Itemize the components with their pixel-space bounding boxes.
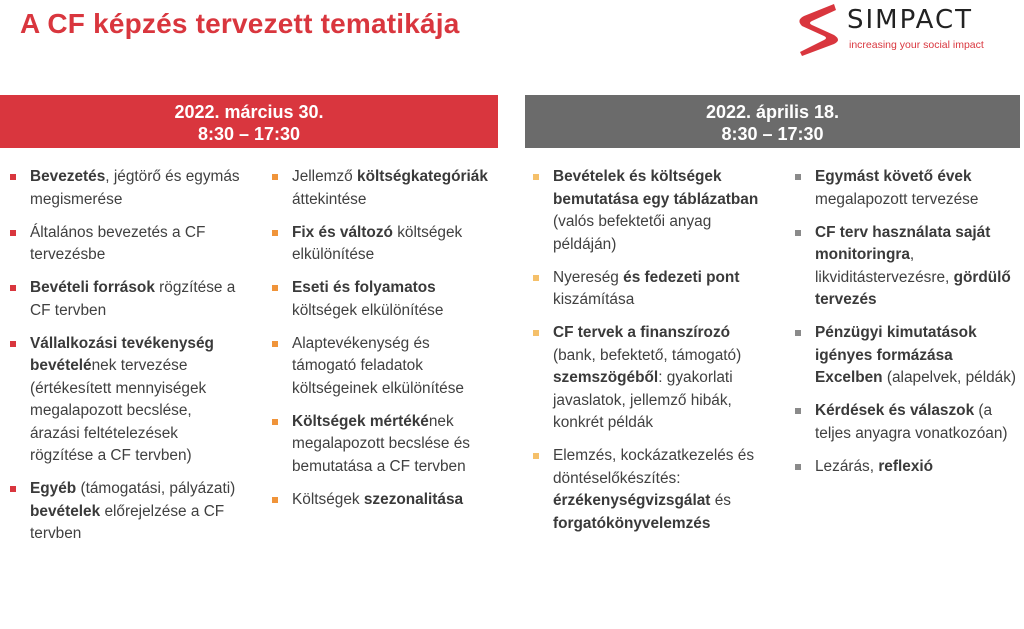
bullet-square-icon — [533, 330, 539, 336]
topic-bold-text: forgatókönyvelemzés — [553, 514, 711, 532]
bullet-square-icon — [272, 419, 278, 425]
topic-bold-text: CF terv használata saját monitoringra — [815, 223, 991, 263]
bullet-square-icon — [795, 174, 801, 180]
topic-text: (alapelvek, példák) — [882, 369, 1017, 386]
day1-date: 2022. március 30. — [174, 102, 324, 122]
day1-topics-col1 — [10, 166, 240, 556]
topic-bold-text: Egyéb — [30, 480, 77, 497]
topic-bold-text: Pénzügyi kimutatások igényes formázása Excelben — [815, 324, 977, 386]
topic-bold-text: CF tervek a finanszírozó — [553, 324, 731, 341]
bullet-square-icon — [272, 341, 278, 347]
bullet-square-icon — [533, 275, 539, 281]
topic-text: , likviditástervezésre, — [815, 246, 954, 286]
bullet-square-icon — [795, 464, 801, 470]
topic-bold-text: Bevételi források — [30, 279, 155, 296]
topic-bold-text: Eseti és folyamatos — [292, 279, 436, 296]
simpact-logo — [790, 2, 1020, 58]
topic-bold-text: szezonalitása — [363, 490, 464, 508]
topic-bold-text: Fix és változó — [292, 223, 393, 241]
bullet-square-icon — [272, 285, 278, 291]
bullet-square-icon — [10, 486, 16, 492]
topic-bold-text: Kérdések és válaszok — [815, 402, 975, 419]
topic-item — [272, 222, 497, 267]
bullet-square-icon — [533, 174, 539, 180]
day2-topics-col2 — [795, 166, 1020, 489]
topic-text: Nyereség — [553, 268, 624, 286]
topic-item — [795, 166, 1020, 211]
topic-text: költségek elkülönítése — [292, 301, 444, 319]
topic-item — [533, 267, 763, 312]
topic-bold-text: érzékenységvizsgálat — [553, 492, 711, 509]
topic-text: Általános bevezetés a CF tervezésbe — [30, 223, 206, 263]
bullet-square-icon — [10, 341, 16, 347]
topic-text: kiszámítása — [553, 291, 635, 308]
day2-header — [525, 95, 1020, 148]
topic-item — [272, 333, 497, 401]
topic-item — [10, 478, 240, 546]
bullet-square-icon — [533, 453, 539, 459]
topic-item — [272, 166, 497, 211]
topic-item — [795, 400, 1020, 445]
bullet-square-icon — [272, 497, 278, 503]
topic-bold-text: bevételek — [30, 502, 101, 520]
topic-item — [272, 277, 497, 322]
day2-topics-col1 — [533, 166, 763, 546]
day1-topics-col2 — [272, 166, 497, 522]
topic-bold-text: költségkategóriák — [357, 168, 488, 185]
topic-bold-text: Vállalkozási tevékenység bevételé — [30, 334, 214, 374]
simpact-s-icon — [794, 2, 842, 58]
topic-bold-text: Bevezetés — [30, 168, 106, 185]
topic-text: (támogatási, pályázati) — [76, 480, 236, 497]
topic-item — [795, 322, 1020, 390]
topic-item — [533, 166, 763, 256]
topic-bold-text: Bevételek és költségek bemutatása egy táblázatban — [553, 168, 759, 208]
topic-text: áttekintése — [292, 190, 367, 208]
topic-text: Jellemző — [292, 168, 358, 185]
topic-item — [795, 222, 1020, 312]
page-title: A CF képzés tervezett tematikája — [20, 8, 460, 39]
day1-time: 8:30 – 17:30 — [197, 124, 301, 144]
bullet-square-icon — [272, 174, 278, 180]
topic-text: rögzítése a CF tervben — [30, 279, 236, 319]
topic-text: költségek elkülönítése — [292, 223, 463, 263]
logo-tagline: increasing your social impact — [849, 39, 984, 51]
topic-text: nek tervezése (értékesített mennyiségek megalapozott becslése, árazási feltételezések rögzítése a CF tervben) — [30, 357, 207, 464]
topic-text: előrejelzése a CF tervben — [30, 502, 225, 542]
topic-item — [272, 411, 497, 479]
topic-text: megalapozott tervezése — [815, 190, 979, 208]
topic-item — [272, 489, 497, 512]
topic-bold-text: és fedezeti pont — [623, 268, 740, 286]
topic-text: Költségek — [292, 490, 364, 508]
day2-date: 2022. április 18. — [705, 102, 840, 122]
topic-text: (bank, befektető, támogató) — [553, 346, 742, 364]
topic-text: Alaptevékenység és támogató feladatok költségeinek elkülönítése — [292, 334, 464, 397]
topic-bold-text: Egymást követő évek — [815, 168, 972, 185]
topic-item — [533, 322, 763, 435]
topic-item — [10, 333, 240, 468]
bullet-square-icon — [795, 330, 801, 336]
bullet-square-icon — [10, 174, 16, 180]
bullet-square-icon — [795, 230, 801, 236]
topic-bold-text: Költségek mértéké — [292, 412, 429, 430]
topic-text: Lezárás, — [815, 457, 879, 475]
bullet-square-icon — [10, 285, 16, 291]
topic-text: (a teljes anyagra vonatkozóan) — [815, 402, 1008, 442]
day2-time: 8:30 – 17:30 — [721, 124, 824, 144]
topic-item — [795, 456, 1020, 479]
bullet-square-icon — [10, 230, 16, 236]
topic-item — [10, 222, 240, 267]
topic-bold-text: reflexió — [878, 457, 934, 475]
topic-item — [533, 445, 763, 535]
topic-text: és — [710, 492, 731, 509]
bullet-square-icon — [795, 408, 801, 414]
day1-header — [0, 95, 498, 148]
bullet-square-icon — [272, 230, 278, 236]
topic-item — [10, 277, 240, 322]
topic-text: , jégtörő és egymás megismerése — [30, 168, 240, 208]
topic-text: : gyakorlati javaslatok, jellemző hibák, konkrét példák — [553, 369, 733, 431]
topic-text: nek megalapozott becslése és bemutatása a CF tervben — [292, 412, 470, 475]
topic-item — [10, 166, 240, 211]
topic-bold-text: szemszögéből — [553, 369, 659, 386]
logo-name: SIMPACT — [847, 5, 973, 35]
topic-text: (valós befektetői anyag példáján) — [553, 213, 712, 253]
topic-bold-text: gördülő tervezés — [815, 268, 1011, 308]
topic-text: Elemzés, kockázatkezelés és döntéselőkészítés: — [553, 447, 755, 487]
